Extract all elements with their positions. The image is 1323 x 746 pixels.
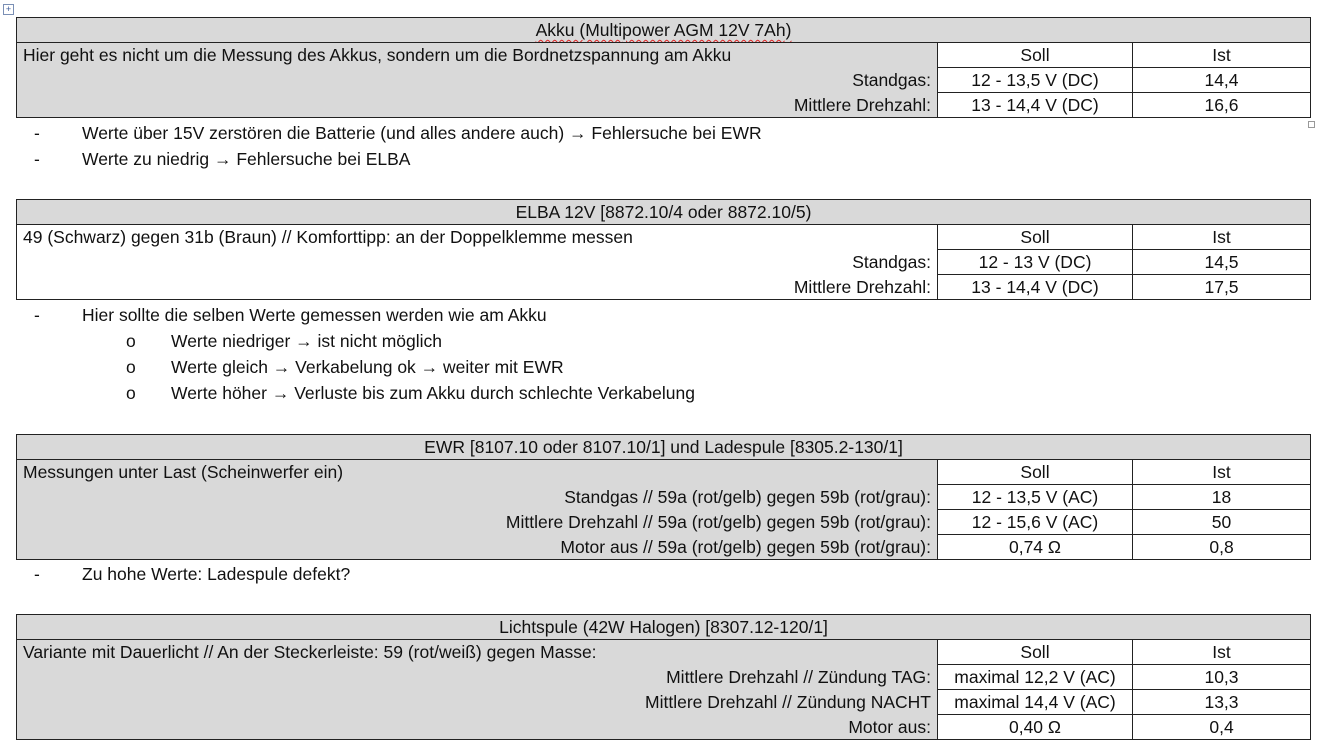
row-label: Standgas // 59a (rot/gelb) gegen 59b (rot/grau): — [17, 485, 938, 510]
ist-value: 14,5 — [1133, 250, 1311, 275]
soll-value: 12 - 13 V (DC) — [938, 250, 1133, 275]
elba-table — [16, 199, 1310, 300]
row-label: Mittlere Drehzahl: — [17, 93, 938, 118]
section-description: Messungen unter Last (Scheinwerfer ein) — [17, 460, 938, 485]
row-label: Mittlere Drehzahl // Zündung NACHT — [17, 690, 938, 715]
soll-value: 12 - 13,5 V (DC) — [938, 68, 1133, 93]
soll-value: 12 - 13,5 V (AC) — [938, 485, 1133, 510]
row-label: Motor aus // 59a (rot/gelb) gegen 59b (rot/grau): — [17, 535, 938, 560]
row-label: Motor aus: — [17, 715, 938, 740]
header-soll: Soll — [938, 225, 1133, 250]
ist-value: 18 — [1133, 485, 1311, 510]
soll-value: 0,74 Ω — [938, 535, 1133, 560]
row-label: Standgas: — [17, 250, 938, 275]
section-description: 49 (Schwarz) gegen 31b (Braun) // Komforttipp: an der Doppelklemme messen — [17, 225, 938, 250]
soll-value: 12 - 15,6 V (AC) — [938, 510, 1133, 535]
section-title: EWR [8107.10 oder 8107.10/1] und Ladespule [8305.2-130/1] — [17, 435, 1311, 460]
ist-value: 50 — [1133, 510, 1311, 535]
soll-value: 0,40 Ω — [938, 715, 1133, 740]
ist-value: 0,4 — [1133, 715, 1311, 740]
ist-value: 17,5 — [1133, 275, 1311, 300]
ist-value: 14,4 — [1133, 68, 1311, 93]
header-soll: Soll — [938, 640, 1133, 665]
section-title: Akku (Multipower AGM 12V 7Ah) — [17, 18, 1311, 43]
header-ist: Ist — [1133, 225, 1311, 250]
section-description: Variante mit Dauerlicht // An der Steckerleiste: 59 (rot/weiß) gegen Masse: — [17, 640, 938, 665]
lichtspule-table — [16, 614, 1310, 740]
row-label: Mittlere Drehzahl // 59a (rot/gelb) gegen 59b (rot/grau): — [17, 510, 938, 535]
row-label: Standgas: — [17, 68, 938, 93]
section-title: ELBA 12V [8872.10/4 oder 8872.10/5) — [17, 200, 1311, 225]
section-description: Hier geht es nicht um die Messung des Akkus, sondern um die Bordnetzspannung am Akku — [17, 43, 938, 68]
soll-value: maximal 14,4 V (AC) — [938, 690, 1133, 715]
soll-value: 13 - 14,4 V (DC) — [938, 93, 1133, 118]
ist-value: 16,6 — [1133, 93, 1311, 118]
ist-value: 13,3 — [1133, 690, 1311, 715]
header-soll: Soll — [938, 460, 1133, 485]
row-label: Mittlere Drehzahl: — [17, 275, 938, 300]
header-ist: Ist — [1133, 460, 1311, 485]
ewr-table — [16, 434, 1310, 560]
table-resize-handle-icon[interactable] — [1308, 121, 1315, 128]
row-label: Mittlere Drehzahl // Zündung TAG: — [17, 665, 938, 690]
header-soll: Soll — [938, 43, 1133, 68]
section-title: Lichtspule (42W Halogen) [8307.12-120/1] — [17, 615, 1311, 640]
ist-value: 10,3 — [1133, 665, 1311, 690]
ist-value: 0,8 — [1133, 535, 1311, 560]
soll-value: 13 - 14,4 V (DC) — [938, 275, 1133, 300]
soll-value: maximal 12,2 V (AC) — [938, 665, 1133, 690]
header-ist: Ist — [1133, 640, 1311, 665]
akku-table — [16, 17, 1310, 118]
header-ist: Ist — [1133, 43, 1311, 68]
table-move-handle-icon[interactable]: + — [3, 4, 14, 15]
